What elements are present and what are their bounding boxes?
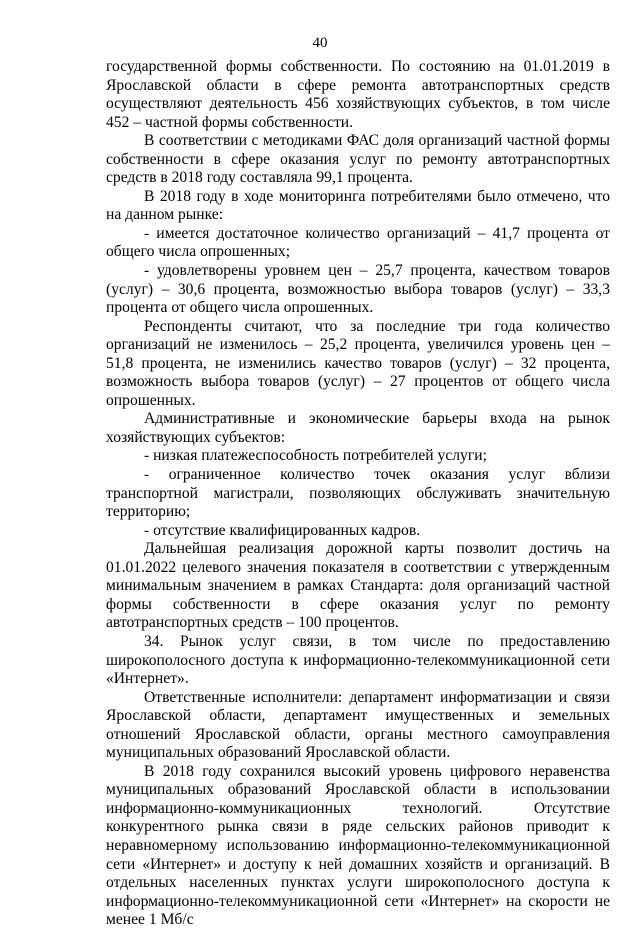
page-number: 40 (312, 35, 328, 51)
paragraph-responsible-executors: Ответственные исполнители: департамент информатизации и связи Ярославской области, департамент имущественных и земельных отношений Ярославской области, органы местного самоуправления муниципальных образований Ярославской области. (106, 688, 610, 762)
list-item-sufficient-organizations: - имеется достаточное количество организаций – 41,7 процента от общего числа опрошенных; (106, 224, 610, 261)
paragraph-barriers-intro: Административные и экономические барьеры входа на рынок хозяйствующих субъектов: (106, 410, 610, 446)
document-body (106, 58, 610, 930)
paragraph-digital-inequality: В 2018 году сохранился высокий уровень цифрового неравенства муниципальных образований Ярославской области в использовании информационно-коммуникационных технологий. Отсутствие конкурентного рынка связи в ряде сельских районов приводит к неравномерному использованию информационно-телекоммуникационной сети «Интернет» и доступу к ней домашних хозяйств и организаций. В отдельных населенных пунктах услуги широкополосного доступа к информационно-телекоммуникационной сети «Интернет» на скорости не менее 1 Мб/с (106, 762, 610, 929)
list-item-low-solvency: - низкая платежеспособность потребителей услуги; (144, 447, 487, 465)
paragraph-respondents: Респонденты считают, что за последние три года количество организаций не изменилось – 25,2 процента, увеличился уровень цен – 51,8 процента, не изменились качество товаров (услуг) – 32 процента, возможность выбора товаров (услуг) – 27 процентов от общего числа опрошенных. (106, 317, 610, 409)
list-item-no-qualified-staff: - отсутствие квалифицированных кадров. (144, 521, 421, 539)
list-item-satisfaction: - удовлетворены уровнем цен – 25,7 процента, качеством товаров (услуг) – 30,6 процента, возможностью выбора товаров (услуг) – 33,3 процента от общего числа опрошенных. (106, 262, 610, 317)
list-item-limited-points: - ограниченное количество точек оказания услуг вблизи транспортной магистрали, позволяющих обслуживать значительную территорию; (106, 466, 610, 521)
paragraph-ownership-continuation: государственной формы собственности. По состоянию на 01.01.2019 в Ярославской области в сфере ремонта автотранспортных средств осуществляют деятельность 456 хозяйствующих субъектов, в том числе 452 – частной формы собственности. (106, 58, 610, 131)
section-heading-communications-market: 34. Рынок услуг связи, в том числе по предоставлению широкополосного доступа к информационно-телекоммуникационной сети «Интернет». (106, 632, 610, 688)
paragraph-monitoring-intro: В 2018 году в ходе мониторинга потребителями было отмечено, что на данном рынке: (106, 187, 610, 224)
paragraph-fas-share: В соответствии с методиками ФАС доля организаций частной формы собственности в сфере оказания услуг по ремонту автотранспортных средств в 2018 году составляла 99,1 процента. (106, 132, 610, 187)
paragraph-roadmap-target: Дальнейшая реализация дорожной карты позволит достичь на 01.01.2022 целевого значения показателя в соответствии с утвержденным минимальным значением в рамках Стандарта: доля организаций частной формы собственности в сфере оказания услуг по ремонту автотранспортных средств – 100 процентов. (106, 540, 610, 632)
